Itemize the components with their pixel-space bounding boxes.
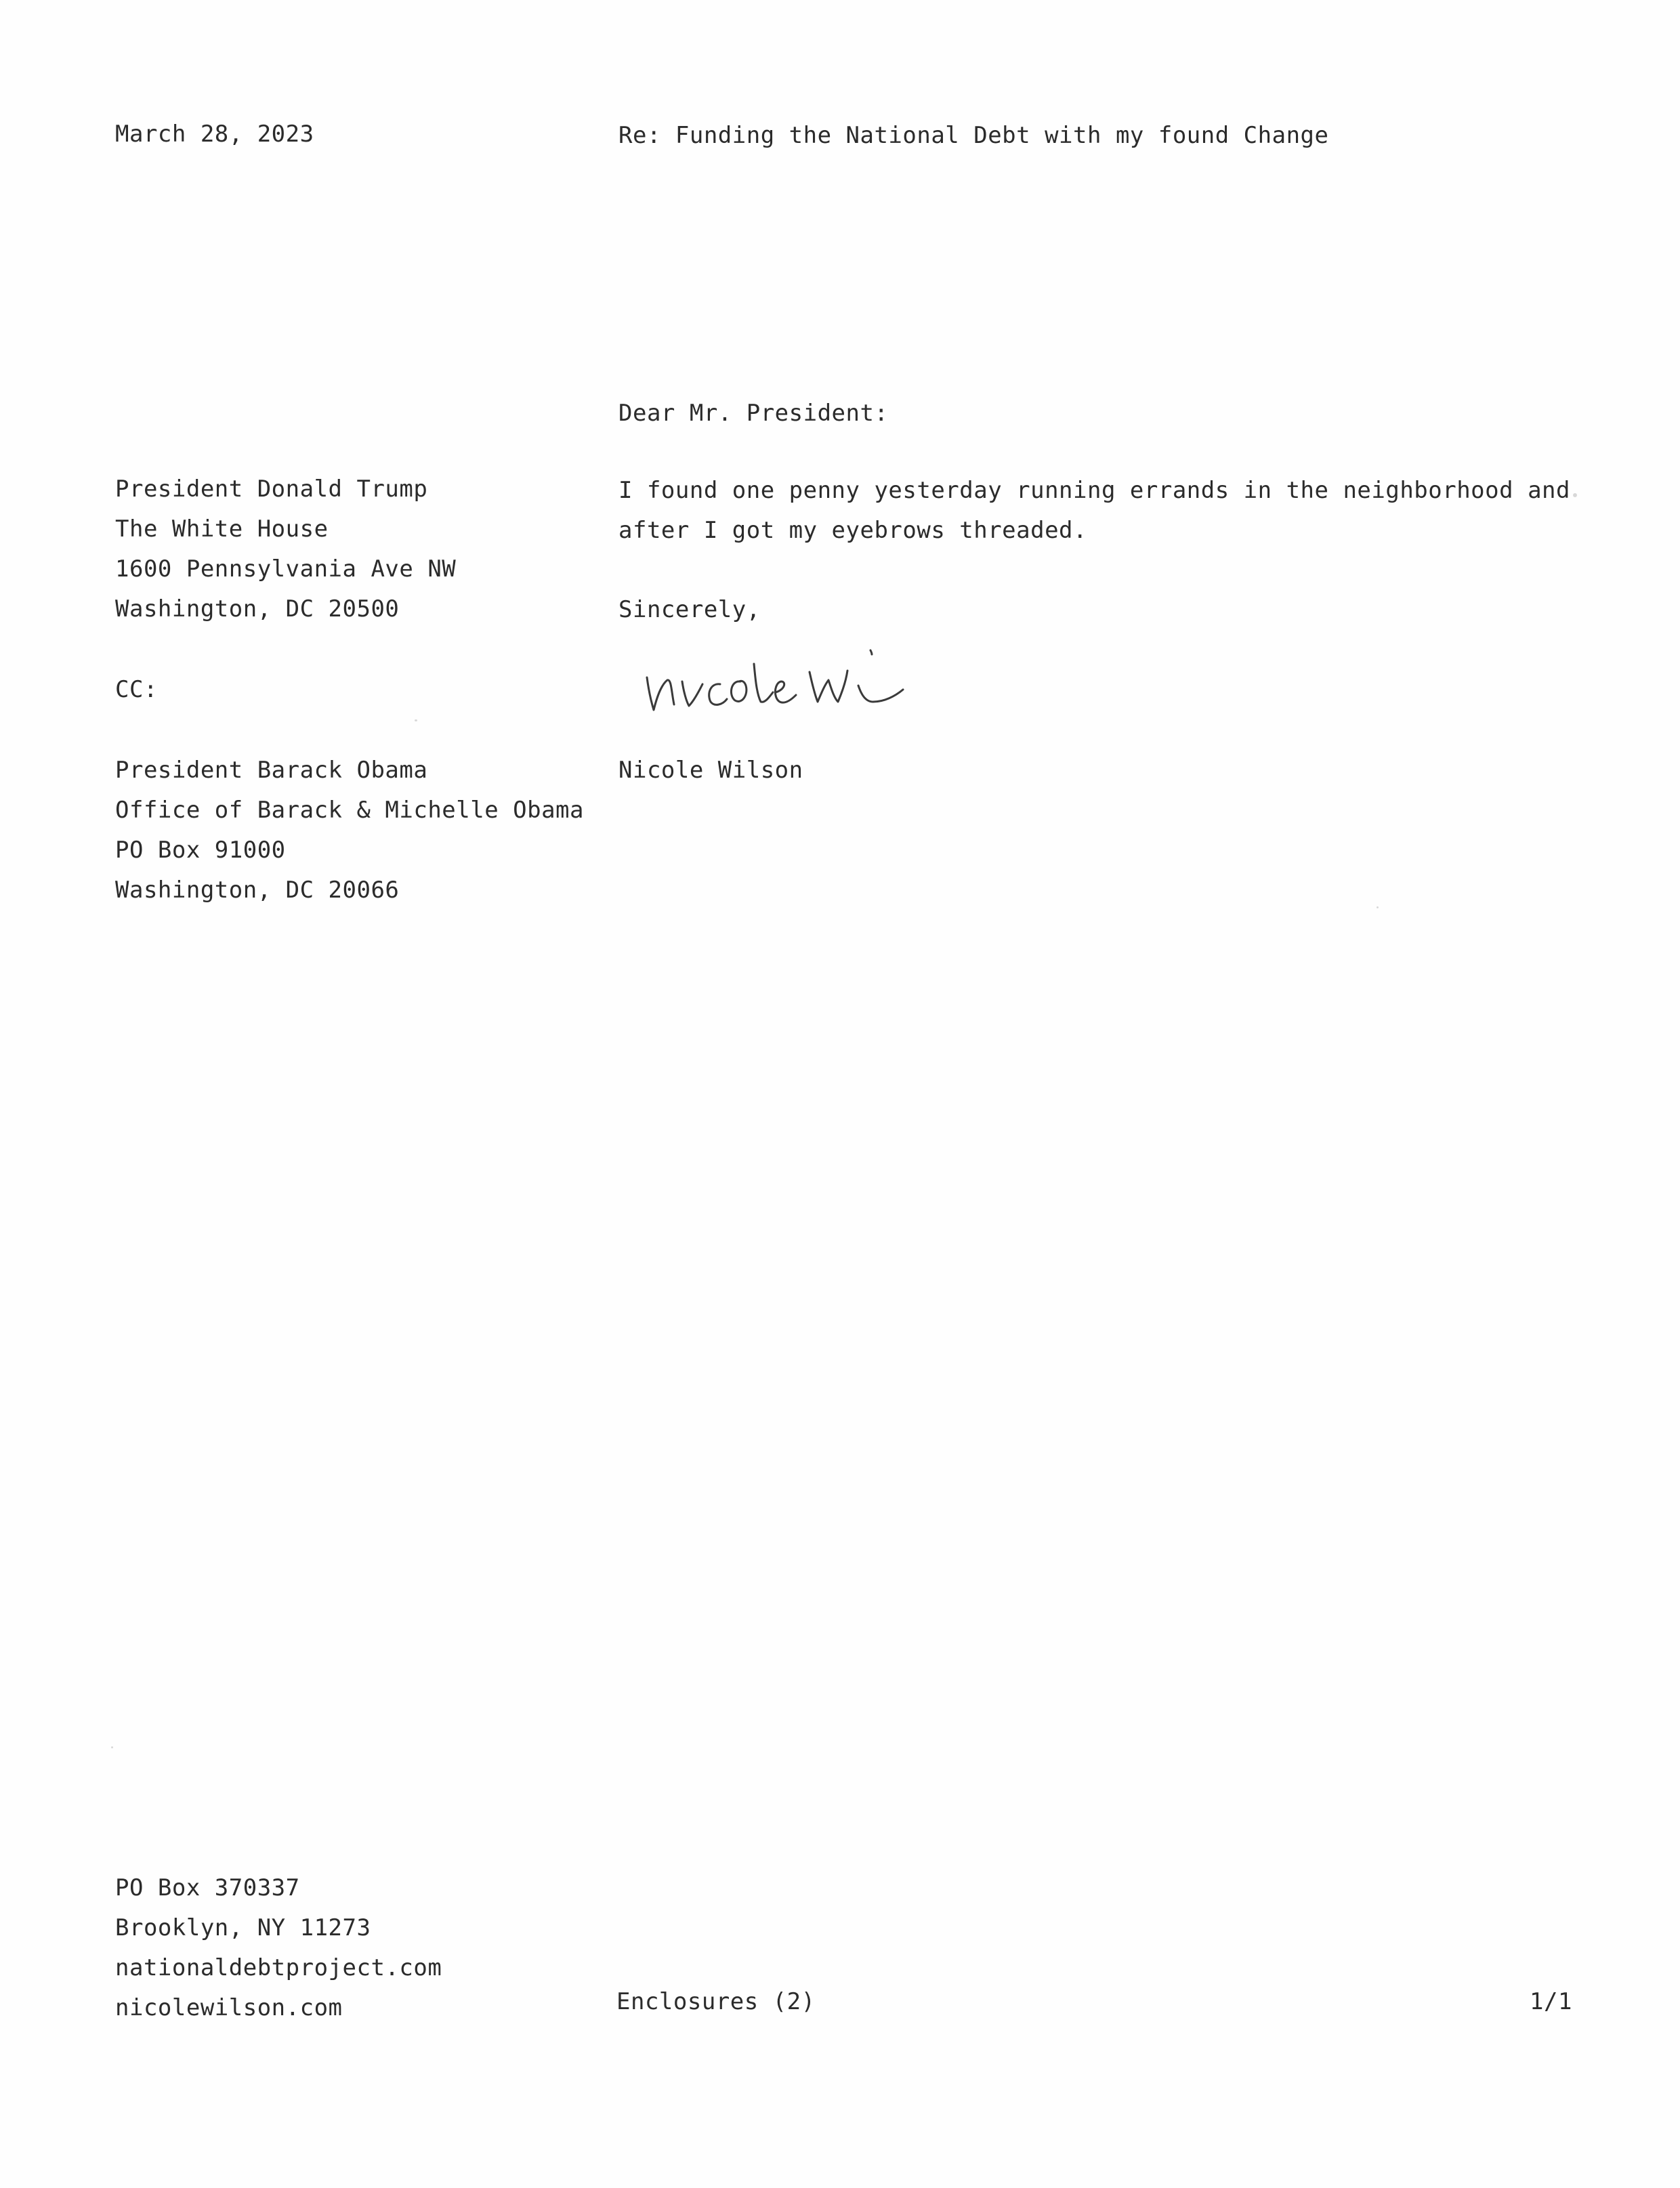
sender-line: Brooklyn, NY 11273 [115,1914,371,1941]
cc-line: Office of Barack & Michelle Obama [115,797,585,824]
cc-line: Washington, DC 20066 [115,877,400,904]
handwritten-signature [640,637,959,725]
signer-name: Nicole Wilson [618,757,803,784]
recipient-line: President Donald Trump [115,476,428,503]
scan-speck [111,1746,113,1748]
page-number: 1/1 [1530,1988,1572,2015]
closing: Sincerely, [618,596,761,623]
recipient-address [115,469,456,629]
scan-speck [415,719,417,721]
sender-line: PO Box 370337 [115,1874,300,1901]
recipient-line: 1600 Pennsylvania Ave NW [115,555,457,583]
body-line: I found one penny yesterday running errands in the neighborhood and [618,477,1570,504]
letter-subject: Re: Funding the National Debt with my found Change [618,122,1329,149]
sender-line: nicolewilson.com [115,1994,343,2021]
sender-line: nationaldebtproject.com [115,1954,442,1981]
sender-address [115,1868,442,2028]
body-line: after I got my eyebrows threaded. [618,517,1088,544]
scan-speck [1377,906,1379,908]
letter-date: March 28, 2023 [115,121,314,148]
scan-speck [1573,493,1577,497]
recipient-line: Washington, DC 20500 [115,595,400,623]
cc-line: President Barack Obama [115,757,428,784]
enclosures-note: Enclosures (2) [616,1988,816,2015]
salutation: Dear Mr. President: [618,400,889,427]
cc-address [115,751,584,910]
cc-label: CC: [115,676,158,703]
recipient-line: The White House [115,516,329,543]
cc-line: PO Box 91000 [115,837,286,864]
letter-body [618,471,1570,551]
